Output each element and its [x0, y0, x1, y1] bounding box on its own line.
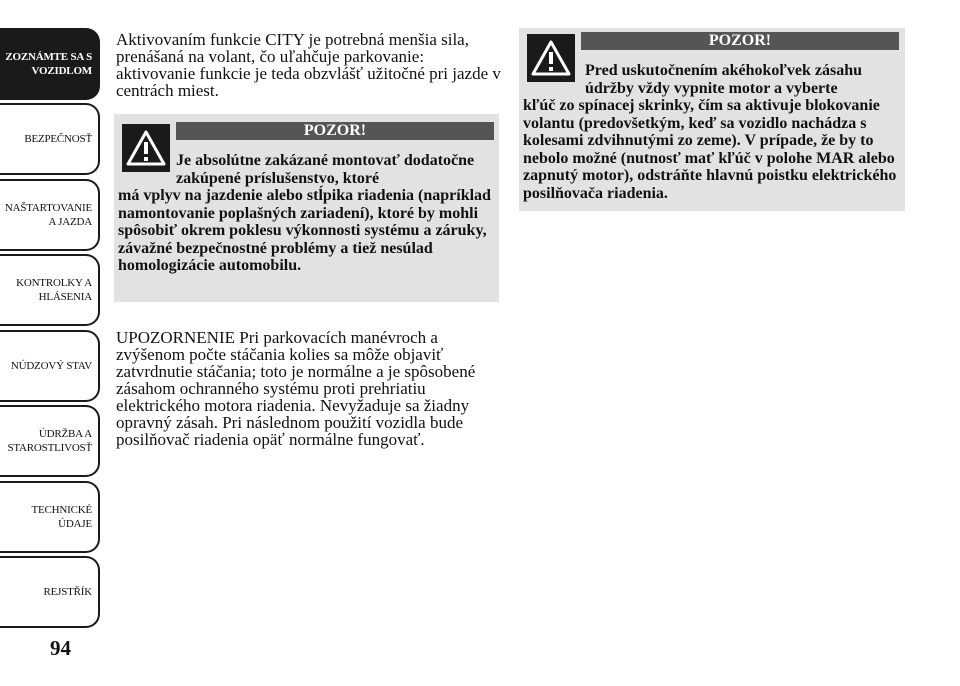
tab-label: REJSTŘÍK — [43, 586, 92, 598]
warning-text-lead: Pred uskutočnením akéhokoľvek zásahu údržby vždy vypnite motor a vyberte — [585, 62, 863, 97]
tab-zoznamte-sa-s-vozidlom[interactable] — [0, 28, 100, 100]
tab-label: KONTROLKY A HLÁSENIA — [16, 277, 92, 303]
tab-kontrolky-a-hlasenia[interactable] — [0, 254, 100, 326]
intro-paragraph: Aktivovaním funkcie CITY je potrebná menšia sila, prenášaná na volant, čo uľahčuje parkovanie: aktivovanie funkcie je teda obzvlášť užitočné pri jazde v centrách miest. — [116, 30, 501, 100]
tab-label: BEZPEČNOSŤ — [24, 133, 92, 145]
tab-label: NAŠTARTOVANIE A JAZDA — [4, 202, 92, 228]
notice-paragraph: UPOZORNENIE Pri parkovacích manévroch a zvýšenom počte stáčania kolies sa môže objaviť zatvrdnutie stáčania; toto je normálne a je spôsobené zásahom ochranného systému proti prehriatiu elektrického motora riadenia. Nevyžaduje sa žiadny opravný zásah. Pri následnom použití vozidla bude posilňovač riadenia opäť normálne fungovať. — [116, 328, 476, 449]
tab-bezpecnost[interactable] — [0, 103, 100, 175]
warning-text — [523, 62, 903, 202]
tab-nudzovy-stav[interactable] — [0, 330, 100, 402]
tab-nastartovanie-a-jazda[interactable] — [0, 179, 100, 251]
warning-header: POZOR! — [581, 32, 899, 50]
warning-text — [118, 152, 496, 275]
tab-label: ÚDRŽBA A STAROSTLIVOSŤ — [7, 428, 92, 454]
page-number: 94 — [50, 636, 71, 660]
tab-technicke-udaje[interactable] — [0, 481, 100, 553]
warning-box-maintenance — [519, 28, 905, 211]
warning-text-lead: Je absolútne zakázané montovať dodatočne zakúpené príslušenstvo, ktoré — [176, 152, 475, 187]
tab-label: TECHNICKÉ ÚDAJE — [31, 504, 92, 530]
warning-text-rest: má vplyv na jazdenie alebo stĺpika riadenia (napríklad namontovanie poplašných zariadení), ktoré by mohli spôsobiť okrem poklesu výkonnosti systému a záruky, závažné bezpečnostné problémy a tiež nesúlad homologizácie automobilu. — [118, 187, 491, 274]
tab-rejstrik[interactable] — [0, 556, 100, 628]
warning-header: POZOR! — [176, 122, 494, 140]
tab-udrzba-a-starostlivost[interactable] — [0, 405, 100, 477]
tab-label: NÚDZOVÝ STAV — [10, 360, 92, 372]
warning-box-accessories — [114, 114, 499, 302]
warning-text-rest: kľúč zo spínacej skrinky, čím sa aktivuje blokovanie volantu (predovšetkým, keď sa vozidlo nachádza s kolesami zdvihnutými zo zeme). V prípade, že by to nebolo možné (nutnosť mať kľúč v polohe MAR alebo zapnutý motor), odstráňte hlavnú poistku elektrického posilňovača riadenia. — [523, 97, 897, 202]
tab-label: ZOZNÁMTE SA S VOZIDLOM — [5, 51, 92, 77]
